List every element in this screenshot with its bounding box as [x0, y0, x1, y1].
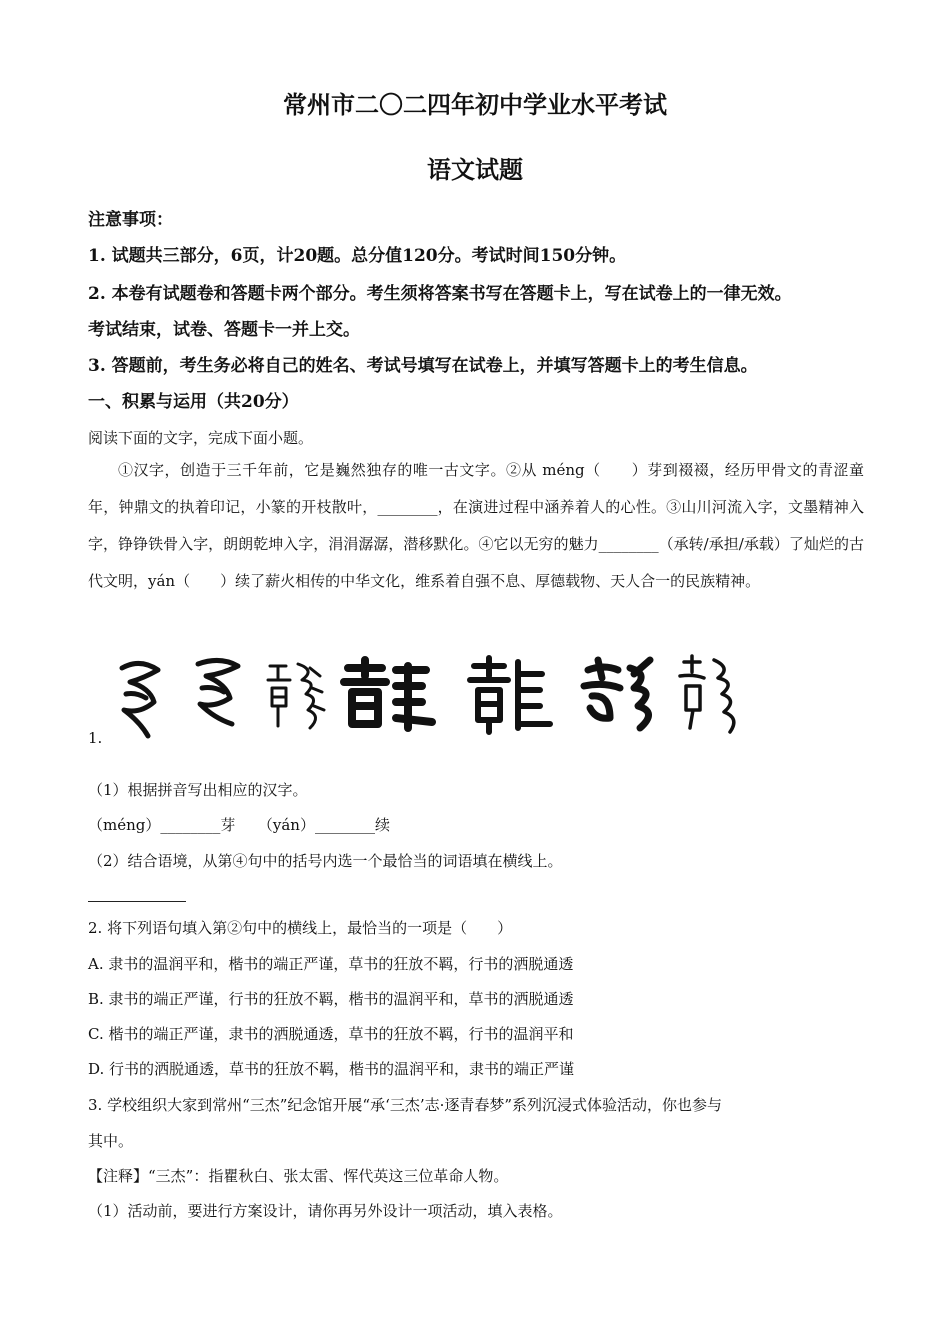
- answer-blank-line: [88, 901, 186, 902]
- question-1-part-2: （2）结合语境，从第④句中的括号内选一个最恰当的词语填在横线上。: [88, 852, 563, 870]
- question-2-option-d: D. 行书的洒脱通透，草书的狂放不羁，楷书的温润平和，隶书的端正严谨: [88, 1060, 575, 1078]
- section-heading: 一、积累与运用（共20分）: [88, 392, 299, 412]
- running-dragon-glyph: [584, 660, 650, 728]
- notice-item-3: 3. 答题前，考生务必将自己的姓名、考试号填写在试卷上，并填写答题卡上的考生信息。: [88, 356, 758, 376]
- exam-title: 常州市二〇二四年初中学业水平考试: [283, 90, 667, 119]
- question-3-stem: 3. 学校组织大家到常州“三杰”纪念馆开展“承‘三杰’志·逐青春梦”系列沉浸式体验活动，你也参与: [88, 1096, 723, 1114]
- question-1-part-1: （1）根据拼音写出相应的汉字。: [88, 781, 308, 799]
- reading-instruction: 阅读下面的文字，完成下面小题。: [88, 429, 314, 447]
- notice-item-2-cont: 考试结束，试卷、答题卡一并上交。: [88, 320, 360, 340]
- regular-dragon-glyph: [470, 658, 550, 732]
- cursive-dragon-glyph: [680, 656, 734, 732]
- seal-dragon-glyph: [268, 664, 324, 728]
- question-2-stem: 2. 将下列语句填入第②句中的横线上，最恰当的一项是（ ）: [88, 919, 513, 937]
- question-1-number: 1.: [88, 729, 103, 747]
- oracle-dragon-glyph: [122, 663, 158, 736]
- calligraphy-dragon-image: [110, 648, 760, 740]
- question-1-pinyin-blanks: （méng）________芽 （yán）________续: [88, 816, 390, 834]
- reading-passage: ①汉字，创造于三千年前，它是巍然独存的唯一古文字。②从 méng（ ）芽到裰裰，经历甲骨文的青涩童年，钟鼎文的执着印记，小篆的开枝散叶，________，在演进过程中涵养着人的心性。③山川河流入字，文墨精神入字，铮铮铁骨入字，朗朗乾坤入字，涓涓潺潺，潜移默化。④它以无穷的魅力________（承转/承担/承载）了灿烂的古代文明，yán（ ）续了薪火相传的中华文化，维系着自强不息、厚德载物、天人合一的民族精神。: [88, 461, 864, 590]
- clerical-dragon-glyph: [344, 660, 432, 728]
- question-2-option-b: B. 隶书的端正严谨，行书的狂放不羁，楷书的温润平和，草书的洒脱通透: [88, 990, 574, 1008]
- notice-item-2: 2. 本卷有试题卷和答题卡两个部分。考生须将答案书写在答题卡上，写在试卷上的一律无效。: [88, 284, 792, 304]
- question-2-option-a: A. 隶书的温润平和，楷书的端正严谨，草书的狂放不羁，行书的洒脱通透: [88, 955, 574, 973]
- question-3-stem-cont: 其中。: [88, 1132, 134, 1150]
- question-2-option-c: C. 楷书的端正严谨，隶书的洒脱通透，草书的狂放不羁，行书的温润平和: [88, 1025, 574, 1043]
- bronze-dragon-glyph: [198, 660, 238, 724]
- question-3-note: 【注释】“三杰”：指瞿秋白、张太雷、恽代英这三位革命人物。: [88, 1167, 509, 1185]
- notice-item-1: 1. 试题共三部分，6页，计20题。总分值120分。考试时间150分钟。: [88, 246, 627, 266]
- exam-subtitle: 语文试题: [427, 155, 523, 184]
- question-3-part-1: （1）活动前，要进行方案设计，请你再另外设计一项活动，填入表格。: [88, 1202, 563, 1220]
- notice-heading: 注意事项：: [88, 210, 173, 230]
